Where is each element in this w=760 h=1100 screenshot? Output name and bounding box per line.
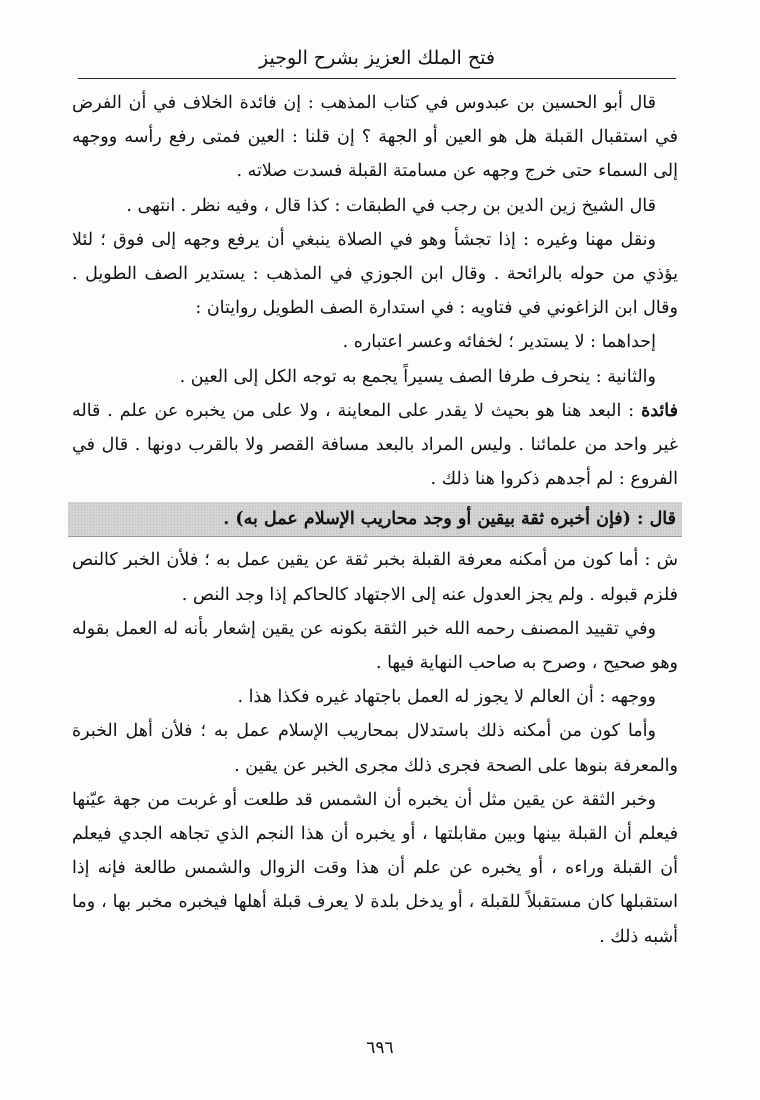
book-title: فتح الملك العزيز بشرح الوجيز xyxy=(259,47,495,69)
paragraph: قال الشيخ زين الدين بن رجب في الطبقات : كذا قال ، وفيه نظر . انتهى . xyxy=(126,195,656,216)
paragraph: إحداهما : لا يستدير ؛ لخفائه وعسر اعتباره . xyxy=(342,332,656,353)
paragraph: والثانية : ينحرف طرفا الصف يسيراً يجمع به توجه الكل إلى العين . xyxy=(179,366,656,387)
paragraph: ونقل مهنا وغيره : إذا تجشأ وهو في الصلاة ينبغي أن يرفع وجهه إلى فوق ؛ لئلا يؤذي من حوله بالرائحة . وقال ابن الجوزي في المذهب : يستدير الصف الطويل . وقال ابن الزاغوني في فتاويه : في استدارة الصف الطويل روايتان : xyxy=(72,229,678,319)
page-body xyxy=(72,86,678,954)
faida-text: : البعد هنا هو بحيث لا يقدر على المعاينة ، ولا على من يخبره عن علم . قاله غير واحد من علمائنا . وليس المراد بالبعد مسافة القصر ولا بالقرب دونها . قال في الفروع : لم أجدهم ذكروا هنا ذلك . xyxy=(72,400,678,490)
paragraph: وفي تقييد المصنف رحمه الله خبر الثقة بكونه عن يقين إشعار بأنه له العمل بقوله وهو صحيح ، وصرح به صاحب النهاية فيها . xyxy=(72,618,678,674)
paragraph: ووجهه : أن العالم لا يجوز له العمل باجتهاد غيره فكذا هذا . xyxy=(237,687,656,708)
paragraph: وخبر الثقة عن يقين مثل أن يخبره أن الشمس قد طلعت أو غربت من جهة عيّنها فيعلم أن القبلة بينها وبين مقابلتها ، أو يخبره أن هذا النجم الذي تجاهه الجدي فيعلم أن القبلة وراءه ، أو يخبره عن علم أن هذا وقت الزوال والشمس طالعة فإنه إذا استقبلها كان مستقبلاً للقبلة ، أو يدخل بلدة لا يعرف قبلة أهلها فيخبره مخبر بها ، وما أشبه ذلك . xyxy=(72,789,678,947)
paragraph: وأما كون من أمكنه ذلك باستدلال بمحاريب الإسلام عمل به ؛ فلأن أهل الخبرة والمعرفة بنوها على الصحة فجرى ذلك مجرى الخبر عن يقين . xyxy=(72,721,678,776)
matn-highlight: قال : (فإن أخبره ثقة بيقين أو وجد محاريب الإسلام عمل به) . xyxy=(68,502,682,537)
faida-label: فائدة xyxy=(641,400,678,421)
paragraph: قال أبو الحسين بن عبدوس في كتاب المذهب : إن فائدة الخلاف في أن الفرض في استقبال القبلة هل هو العين أو الجهة ؟ إن قلنا : العين فمتى رفع رأسه ووجهه إلى السماء حتى خرج وجهه عن مسامتة القبلة فسدت صلاته . xyxy=(72,93,678,182)
faida-paragraph xyxy=(72,394,678,497)
page-number: ٦٩٦ xyxy=(366,1038,394,1058)
running-header xyxy=(78,38,676,79)
paragraph: ش : أما كون من أمكنه معرفة القبلة بخبر ثقة عن يقين عمل به ؛ فلأن الخبر كالنص فلزم قبوله . ولم يجز العدول عنه إلى الاجتهاد كالحاكم إذا وجد النص . xyxy=(72,550,678,605)
